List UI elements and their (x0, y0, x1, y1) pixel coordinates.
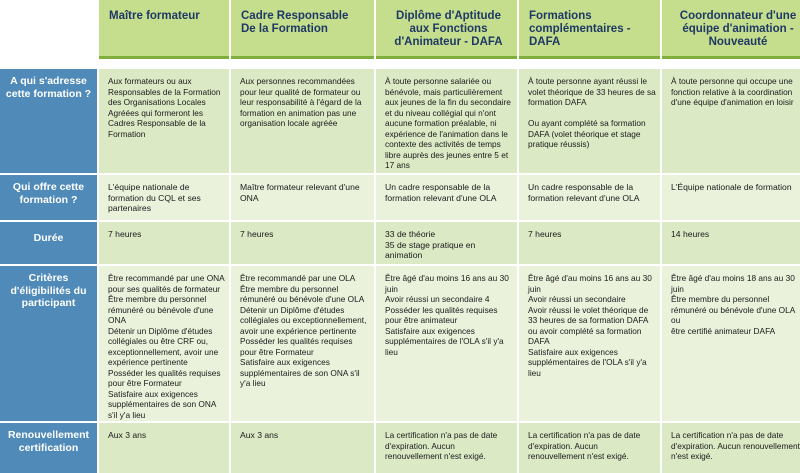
table-cell: Être âgé d'au moins 16 ans au 30 juin Avoir réussi un secondaire 4 Posséder les qualités requises pour être animateur Satisfaire aux exigences supplémentaires de l'OLA s'il y'a lieu (376, 266, 517, 421)
column-header-dafa: Diplôme d'Aptitude aux Fonctions d'Animateur - DAFA (376, 0, 517, 59)
table-cell: Un cadre responsable de la formation relevant d'une OLA (376, 175, 517, 220)
table-cell: 7 heures (519, 222, 660, 264)
separator (519, 61, 660, 67)
table-cell: La certification n'a pas de date d'expiration. Aucun renouvellement n'est exigé. (662, 423, 800, 473)
table-cell: L'Équipe nationale de formation (662, 175, 800, 220)
separator (662, 61, 800, 67)
separator (231, 61, 374, 67)
table-cell: Aux personnes recommandées pour leur qualité de formateur ou leur responsabilité à l'égard de la formation en animation pas une organisation locale agréée (231, 69, 374, 173)
column-header-coordonnateur: Coordonnateur d'une équipe d'animation - Nouveauté (662, 0, 800, 59)
table-cell: Être âgé d'au moins 16 ans au 30 juin Avoir réussi un secondaire Avoir réussi le volet théorique de 33 heures de sa formation DAFA ou avoir complété sa formation DAFA Satisfaire aux exigences supplémentaires de l'OLA s'il y'a lieu (519, 266, 660, 421)
row-header-qui-offre: Qui offre cette formation ? (0, 175, 97, 220)
table-cell: Être recommandé par une ONA pour ses qualités de formateur Être membre du personnel rémunéré ou bénévole d'une ONA Détenir un Diplôme d'études collégiales ou être CRF ou, exceptionnellement, avoir une expérience pertinente Posséder les qualités requises pour être Formateur Satisfaire aux exigences supplémentaires de son ONA s'il y'a lieu (99, 266, 229, 421)
column-header-maitre-formateur: Maître formateur (99, 0, 229, 59)
column-header-cadre-responsable: Cadre Responsable De la Formation (231, 0, 374, 59)
table-cell: 33 de théorie 35 de stage pratique en animation (376, 222, 517, 264)
row-header-a-qui: A qui s'adresse cette formation ? (0, 69, 97, 173)
table-cell: À toute personne qui occupe une fonction relative à la coordination d'une équipe d'animation en loisir (662, 69, 800, 173)
table-cell: 7 heures (99, 222, 229, 264)
table-cell: Un cadre responsable de la formation relevant d'une OLA (519, 175, 660, 220)
table-cell: La certification n'a pas de date d'expiration. Aucun renouvellement n'est exigé. (376, 423, 517, 473)
table-cell: Aux 3 ans (99, 423, 229, 473)
separator (0, 61, 97, 67)
table-cell: Maître formateur relevant d'une ONA (231, 175, 374, 220)
separator (376, 61, 517, 67)
table-cell: La certification n'a pas de date d'expiration. Aucun renouvellement n'est exigé. (519, 423, 660, 473)
row-header-duree: Durée (0, 222, 97, 264)
table-cell: À toute personne salariée ou bénévole, mais particulièrement aux jeunes de la fin du secondaire et du niveau collégial qui n'ont aucune formation préalable, ni expérience de l'animation dans le contexte des activités de temps libre auprès des jeunes entre 5 et 17 ans (376, 69, 517, 173)
table-cell: Aux 3 ans (231, 423, 374, 473)
table-cell: À toute personne ayant réussi le volet théorique de 33 heures de sa formation DAFA Ou ayant complété sa formation DAFA (volet théorique et stage pratique réussis) (519, 69, 660, 173)
table-cell: 14 heures (662, 222, 800, 264)
table-cell: Être âgé d'au moins 18 ans au 30 juin Être membre du personnel rémunéré ou bénévole d'une OLA ou être certifié animateur DAFA (662, 266, 800, 421)
table-cell: Aux formateurs ou aux Responsables de la Formation des Organisations Locales Agréées qui formeront les Cadres Responsable de la Formation (99, 69, 229, 173)
table-cell: L'équipe nationale de formation du CQL et ses partenaires (99, 175, 229, 220)
table-cell: 7 heures (231, 222, 374, 264)
separator (99, 61, 229, 67)
row-header-criteres: Critères d'éligibilités du participant (0, 266, 97, 421)
row-header-renouvellement: Renouvellement certification (0, 423, 97, 473)
table-corner (0, 0, 97, 59)
table-cell: Être recommandé par une OLA Être membre du personnel rémunéré ou bénévole d'une OLA Détenir un Diplôme d'études collégiales ou exceptionnellement, avoir une expérience pertinente Posséder les qualités requises pour être Formateur Satisfaire aux exigences supplémentaires de son ONA s'il y'a lieu (231, 266, 374, 421)
column-header-formations-complementaires: Formations complémentaires - DAFA (519, 0, 660, 59)
